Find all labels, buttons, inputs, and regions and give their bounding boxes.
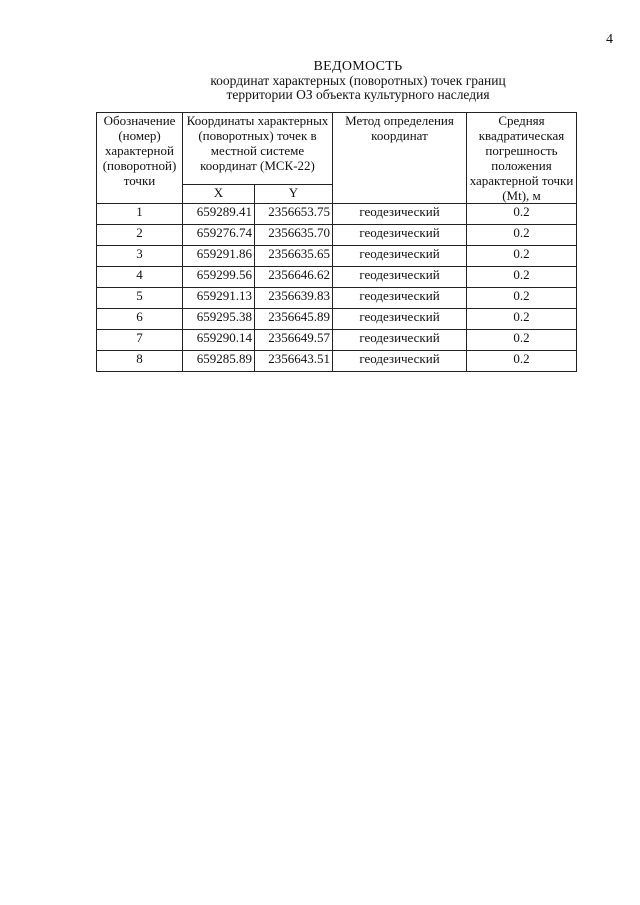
cell-point: 7 — [97, 330, 183, 351]
header-row-main — [97, 113, 577, 185]
cell-method: геодезический — [333, 309, 467, 330]
cell-method: геодезический — [333, 246, 467, 267]
cell-x: 659289.41 — [183, 204, 255, 225]
cell-error: 0.2 — [467, 267, 577, 288]
cell-point: 2 — [97, 225, 183, 246]
cell-point: 8 — [97, 351, 183, 372]
cell-x: 659276.74 — [183, 225, 255, 246]
coordinates-table — [96, 112, 577, 372]
table-row — [97, 225, 577, 246]
cell-x: 659291.86 — [183, 246, 255, 267]
table-body — [97, 204, 577, 372]
cell-error: 0.2 — [467, 225, 577, 246]
cell-x: 659291.13 — [183, 288, 255, 309]
cell-error: 0.2 — [467, 288, 577, 309]
cell-method: геодезический — [333, 225, 467, 246]
cell-point: 1 — [97, 204, 183, 225]
cell-y: 2356643.51 — [255, 351, 333, 372]
cell-x: 659290.14 — [183, 330, 255, 351]
cell-method: геодезический — [333, 288, 467, 309]
cell-y: 2356635.70 — [255, 225, 333, 246]
cell-method: геодезический — [333, 351, 467, 372]
cell-point: 6 — [97, 309, 183, 330]
header-y: Y — [255, 185, 333, 204]
cell-error: 0.2 — [467, 309, 577, 330]
header-method: Метод определения координат — [333, 113, 467, 204]
cell-method: геодезический — [333, 267, 467, 288]
cell-y: 2356646.62 — [255, 267, 333, 288]
table-row — [97, 330, 577, 351]
cell-y: 2356649.57 — [255, 330, 333, 351]
cell-y: 2356639.83 — [255, 288, 333, 309]
table-header — [97, 113, 577, 204]
document-header — [0, 60, 640, 102]
page-number: 4 — [606, 32, 613, 47]
cell-error: 0.2 — [467, 330, 577, 351]
cell-x: 659299.56 — [183, 267, 255, 288]
cell-point: 4 — [97, 267, 183, 288]
cell-y: 2356653.75 — [255, 204, 333, 225]
table-row — [97, 246, 577, 267]
cell-x: 659295.38 — [183, 309, 255, 330]
document-subtitle-line2: территории ОЗ объекта культурного наследия — [226, 87, 490, 102]
table-row — [97, 204, 577, 225]
cell-error: 0.2 — [467, 351, 577, 372]
document-subtitle-line1: координат характерных (поворотных) точек границ — [210, 73, 506, 88]
table-row — [97, 309, 577, 330]
cell-y: 2356635.65 — [255, 246, 333, 267]
document-title: ВЕДОМОСТЬ — [313, 59, 403, 74]
header-x: X — [183, 185, 255, 204]
header-coordinates: Координаты характерных (поворотных) точек в местной системе координат (МСК-22) — [183, 113, 333, 185]
header-error: Средняя квадратическая погрешность положения характерной точки (Mt), м — [467, 113, 577, 204]
header-point: Обозначение (номер) характерной (поворотной) точки — [97, 113, 183, 204]
table-row — [97, 267, 577, 288]
cell-error: 0.2 — [467, 204, 577, 225]
cell-x: 659285.89 — [183, 351, 255, 372]
table-row — [97, 288, 577, 309]
cell-error: 0.2 — [467, 246, 577, 267]
cell-y: 2356645.89 — [255, 309, 333, 330]
cell-point: 3 — [97, 246, 183, 267]
cell-method: геодезический — [333, 204, 467, 225]
cell-point: 5 — [97, 288, 183, 309]
table-row — [97, 351, 577, 372]
cell-method: геодезический — [333, 330, 467, 351]
